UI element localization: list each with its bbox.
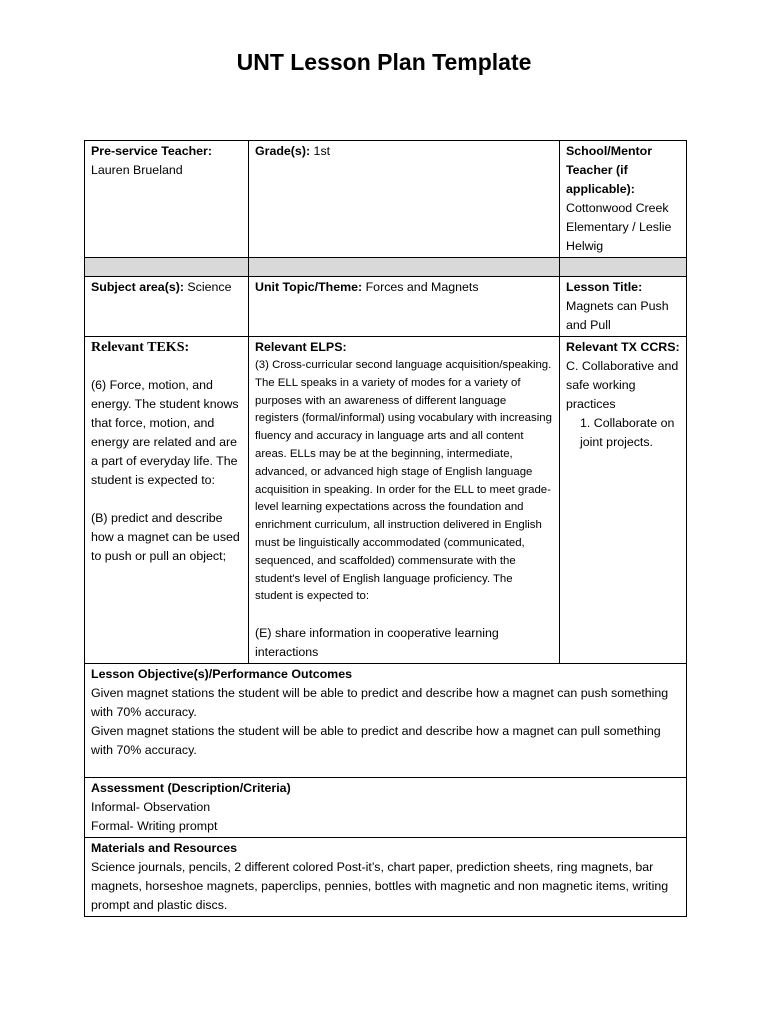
ccrs-paragraph: 1. Collaborate on joint projects. (580, 416, 675, 449)
lesson-title-label: Lesson Title: (566, 280, 643, 294)
materials-heading: Materials and Resources (91, 841, 237, 856)
assessment-item: Informal- Observation (91, 800, 211, 815)
school-value: Cottonwood Creek Elementary / Leslie Helwig (566, 201, 672, 253)
elps-cell (249, 337, 560, 664)
teacher-cell (85, 141, 249, 258)
subject-row (85, 277, 687, 337)
objectives-row (85, 664, 687, 778)
materials-cell (85, 838, 687, 917)
spacer-cell (249, 258, 560, 277)
header-row (85, 141, 687, 258)
subject-cell (85, 277, 249, 337)
school-label: School/Mentor Teacher (if applicable): (566, 144, 653, 196)
lesson-title-value: Magnets can Push and Pull (566, 299, 669, 332)
spacer-row (85, 258, 687, 277)
assessment-item: Formal- Writing prompt (91, 819, 218, 834)
grade-label: Grade(s): (255, 144, 311, 158)
assessment-cell (85, 778, 687, 838)
lesson-title-cell (560, 277, 687, 337)
unit-label: Unit Topic/Theme: (255, 280, 363, 294)
unit-value: Forces and Magnets (365, 280, 479, 294)
objectives-heading: Lesson Objective(s)/Performance Outcomes (91, 667, 352, 682)
ccrs-cell (560, 337, 687, 664)
teks-paragraph: (B) predict and describe how a magnet can be used to push or pull an object; (91, 511, 240, 563)
standards-row (85, 337, 687, 664)
spacer-cell (560, 258, 687, 277)
grade-cell (249, 141, 560, 258)
materials-row (85, 838, 687, 917)
teks-paragraph: (6) Force, motion, and energy. The student knows that force, motion, and energy are related and are a part of everyday life. The student is expected to: (91, 378, 239, 487)
page-title: UNT Lesson Plan Template (236, 49, 532, 75)
elps-heading: Relevant ELPS: (255, 340, 347, 354)
objective-item: Given magnet stations the student will be able to predict and describe how a magnet can pull something with 70% accuracy. (91, 724, 661, 758)
subject-value: Science (187, 280, 232, 294)
elps-paragraph: (3) Cross-curricular second language acquisition/speaking. The ELL speaks in a variety of modes for a variety of purposes with an awareness of different language registers (formal/informal) using vocabulary with increasing fluency and accuracy in language arts and all content areas. ELLs may be at the beginning, intermediate, advanced, or advanced high stage of English language acquisition in speaking. In order for the ELL to meet grade-level learning expectations across the foundation and enrichment curriculum, all instruction delivered in English must be linguistically accommodated (communicated, sequenced, and scaffolded) commensurate with the student's level of English language proficiency. The student is expected to: (255, 359, 552, 603)
ccrs-heading: Relevant TX CCRS: (566, 340, 680, 354)
spacer-cell (85, 258, 249, 277)
teks-heading: Relevant TEKS: (91, 340, 190, 355)
spacer (91, 357, 242, 376)
objectives-cell (85, 664, 687, 778)
unit-cell (249, 277, 560, 337)
spacer (255, 606, 553, 624)
teacher-value: Lauren Brueland (91, 163, 183, 177)
school-cell (560, 141, 687, 258)
materials-text: Science journals, pencils, 2 different colored Post-it’s, chart paper, prediction sheets, ring magnets, bar magnets, horseshoe magnets, paperclips, pennies, bottles with magnetic and non magnetic items, writing prompt and plastic discs. (91, 860, 669, 913)
assessment-row (85, 778, 687, 838)
objective-item: Given magnet stations the student will be able to predict and describe how a magnet can push something with 70% accuracy. (91, 686, 669, 720)
ccrs-paragraph: C. Collaborative and safe working practices (566, 359, 679, 411)
assessment-heading: Assessment (Description/Criteria) (91, 781, 291, 796)
elps-paragraph: (E) share information in cooperative learning interactions (255, 626, 499, 660)
subject-label: Subject area(s): (91, 280, 184, 294)
teks-cell (85, 337, 249, 664)
spacer (91, 490, 242, 509)
teacher-label: Pre-service Teacher: (91, 144, 212, 158)
lesson-plan-table (84, 140, 687, 917)
grade-value: 1st (313, 144, 331, 158)
